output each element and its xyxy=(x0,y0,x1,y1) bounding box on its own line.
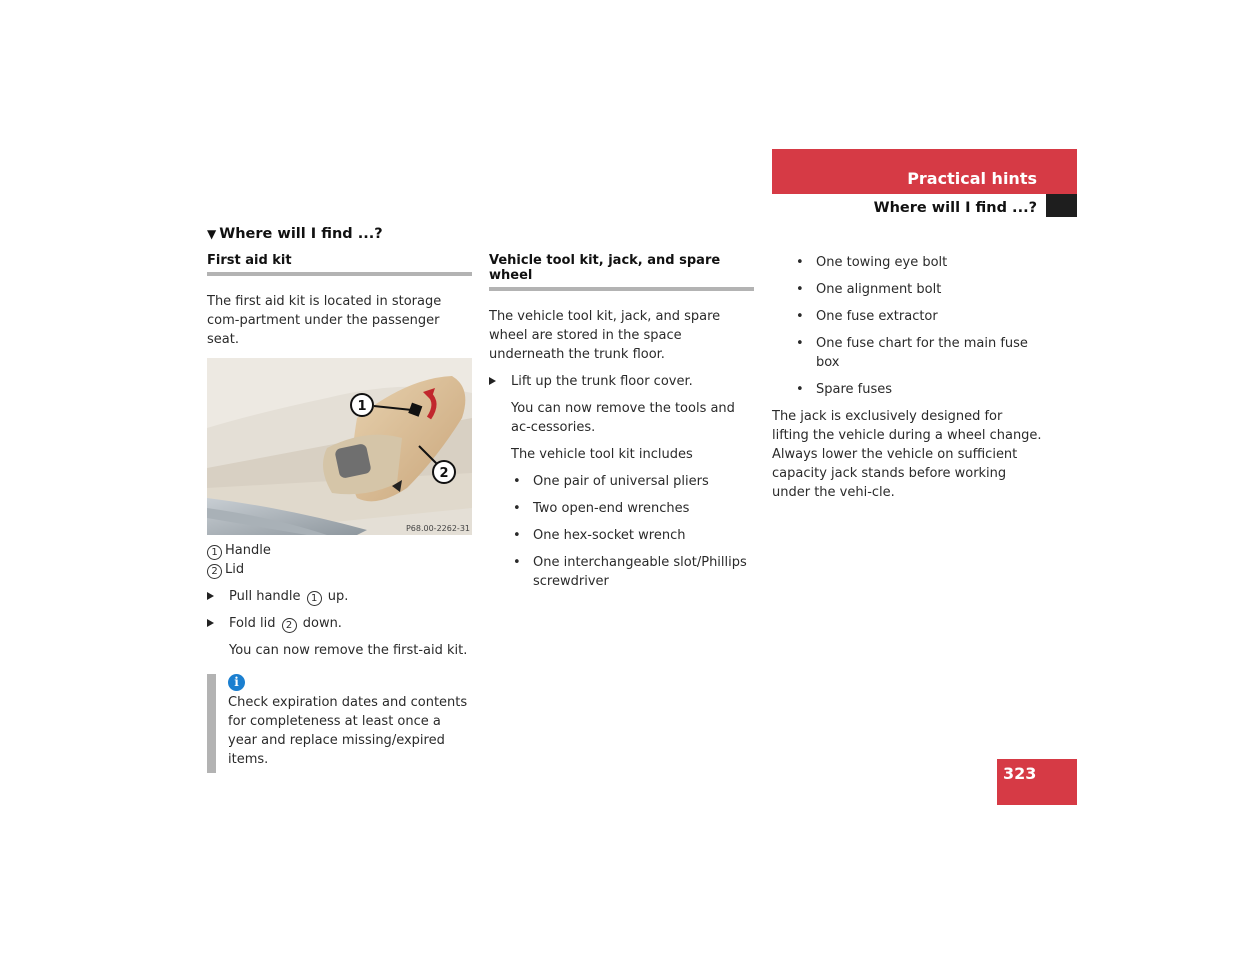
step-result: You can now remove the tools and ac-cessories. xyxy=(511,401,735,435)
list-item xyxy=(794,380,1042,399)
page-heading-text: Where will I find ...? xyxy=(219,226,383,242)
illustration-callout-1: 1 xyxy=(357,399,367,414)
tool-kit-list xyxy=(489,472,754,591)
column-continued xyxy=(772,253,1042,502)
section-tab-marker xyxy=(1046,194,1077,217)
chapter-title: Practical hints xyxy=(907,169,1037,188)
callout-number: 1 xyxy=(207,545,222,560)
list-item-text: One pair of universal pliers xyxy=(533,474,709,489)
legend-label: Handle xyxy=(225,543,271,558)
list-item xyxy=(794,307,1042,326)
seat-illustration-svg xyxy=(207,358,472,535)
figure-code: P68.00-2262-31 xyxy=(405,524,470,533)
legend-label: Lid xyxy=(225,562,245,577)
callout-number: 2 xyxy=(282,618,297,633)
tool-kit-includes: The vehicle tool kit includes xyxy=(511,447,693,462)
list-item xyxy=(511,472,754,491)
page-heading xyxy=(207,226,383,242)
figure-legend xyxy=(207,541,472,579)
info-note-text: Check expiration dates and contents for completeness at least once a year and replace missing/expired items. xyxy=(228,695,468,767)
illustration-callout-2: 2 xyxy=(439,466,449,481)
list-item xyxy=(511,553,754,591)
first-aid-intro: The first aid kit is located in storage com-partment under the passenger seat. xyxy=(207,294,442,347)
down-triangle-icon: ▼ xyxy=(207,227,217,241)
arrow-right-icon xyxy=(207,619,214,627)
bullet-icon: • xyxy=(513,528,521,543)
list-item-text: One alignment bolt xyxy=(816,282,942,297)
bullet-icon: • xyxy=(796,382,804,397)
step-text: Pull handle xyxy=(229,589,301,604)
page-number: 323 xyxy=(1003,764,1037,783)
bullet-icon: • xyxy=(513,555,521,570)
bullet-icon: • xyxy=(513,474,521,489)
bullet-icon: • xyxy=(796,336,804,351)
seat-storage-illustration xyxy=(207,358,472,535)
list-item xyxy=(511,499,754,518)
subhead-first-aid: First aid kit xyxy=(207,253,472,276)
bullet-icon: • xyxy=(513,501,521,516)
list-item-text: Two open-end wrenches xyxy=(533,501,690,516)
info-icon: i xyxy=(228,674,245,691)
list-item xyxy=(794,253,1042,272)
bullet-icon: • xyxy=(796,309,804,324)
arrow-right-icon xyxy=(207,592,214,600)
instruction-step xyxy=(207,614,472,633)
tool-kit-list-continued xyxy=(772,253,1042,399)
legend-item xyxy=(207,541,472,560)
step-text: up. xyxy=(327,589,349,604)
column-tool-kit xyxy=(489,253,754,591)
step-text: Fold lid xyxy=(229,616,276,631)
step-result: You can now remove the first-aid kit. xyxy=(229,643,468,658)
page-number-tab xyxy=(997,759,1077,805)
subhead-tool-kit: Vehicle tool kit, jack, and spare wheel xyxy=(489,253,754,291)
list-item-text: Spare fuses xyxy=(816,382,893,397)
arrow-right-icon xyxy=(489,377,496,385)
column-first-aid xyxy=(207,253,472,773)
chapter-header-bar xyxy=(772,149,1077,194)
list-item-text: One fuse extractor xyxy=(816,309,938,324)
callout-number: 1 xyxy=(307,591,322,606)
jack-warning-text: The jack is exclusively designed for lifting the vehicle during a wheel change. Always lower the vehicle on sufficient capacity jack stands before working under the vehi-cle. xyxy=(772,409,1042,500)
section-title: Where will I find ...? xyxy=(873,200,1037,216)
info-note xyxy=(207,674,472,773)
bullet-icon: • xyxy=(796,255,804,270)
instruction-step xyxy=(207,587,472,606)
legend-item xyxy=(207,560,472,579)
list-item-text: One fuse chart for the main fuse box xyxy=(816,336,1028,370)
list-item-text: One towing eye bolt xyxy=(816,255,948,270)
instruction-step xyxy=(489,372,754,391)
step-text: Lift up the trunk floor cover. xyxy=(511,374,693,389)
callout-number: 2 xyxy=(207,564,222,579)
list-item-text: One interchangeable slot/Phillips screwdriver xyxy=(533,555,747,589)
list-item xyxy=(794,334,1042,372)
list-item xyxy=(794,280,1042,299)
list-item xyxy=(511,526,754,545)
list-item-text: One hex-socket wrench xyxy=(533,528,686,543)
step-text: down. xyxy=(302,616,342,631)
bullet-icon: • xyxy=(796,282,804,297)
tool-kit-intro: The vehicle tool kit, jack, and spare wheel are stored in the space underneath the trunk floor. xyxy=(489,309,721,362)
